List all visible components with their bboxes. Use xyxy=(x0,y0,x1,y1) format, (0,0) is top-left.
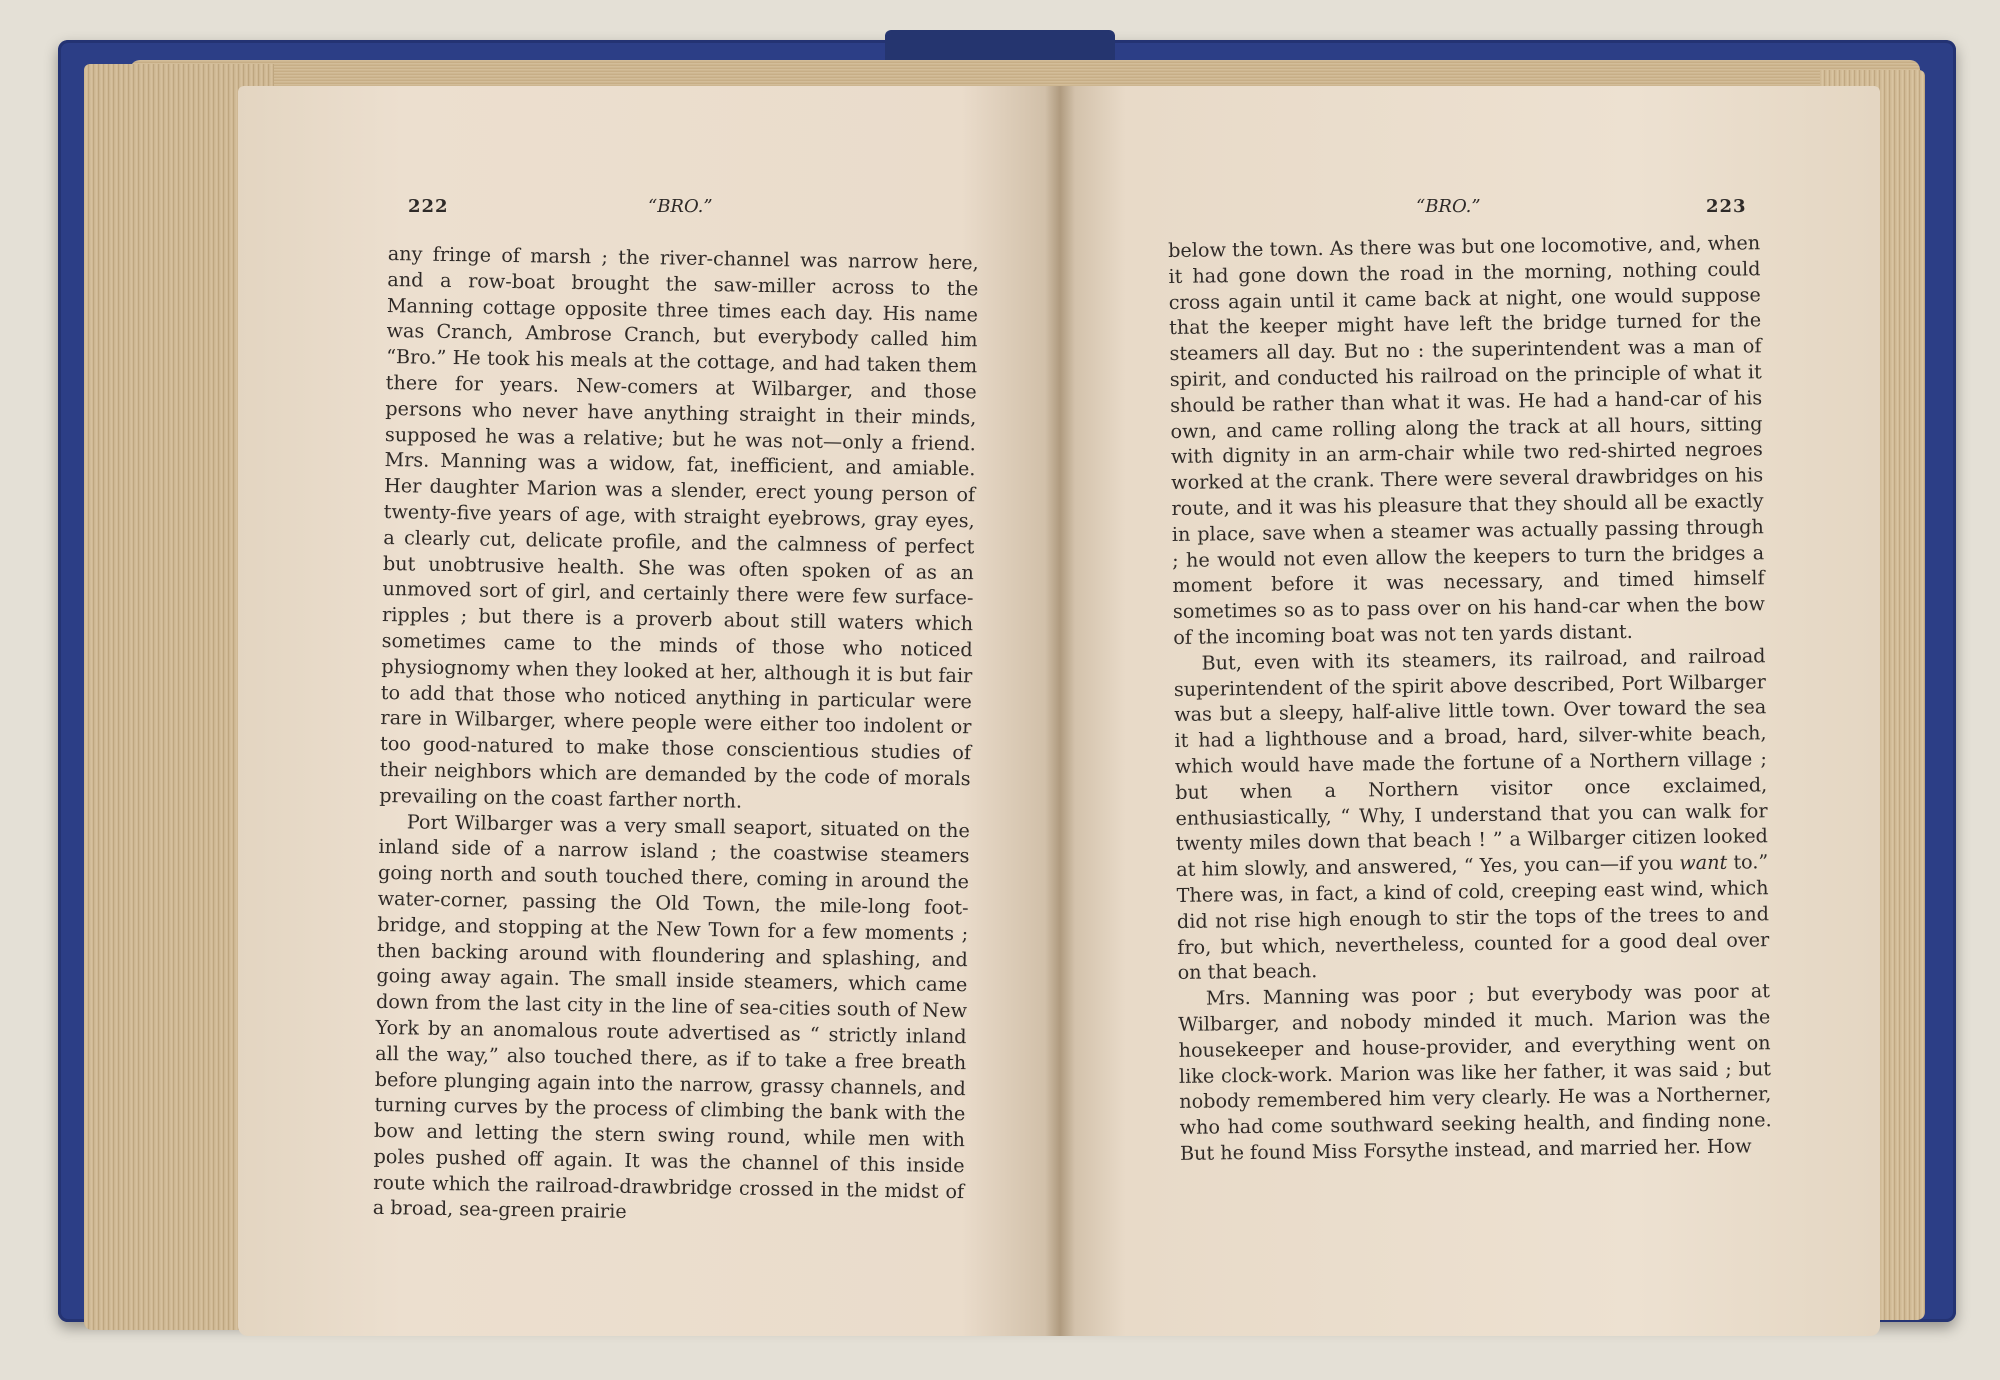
paragraph-text: But, even with its steamers, its railroad, and railroad superintendent of the spirit above described, Port Wilbarger was but a sleepy, half-alive little town. Over toward the sea it had a lighthouse and a broad, hard, silver-white beach, which would have made the fortune of a Northern village ; but when a Northern visitor once exclaimed, enthusiastically, “ Why, I understand that you can walk for twenty miles down that beach ! ” a Wilbarger citizen looked at him slowly, and answered, “ Yes, you can—if you xyxy=(1173,643,1769,882)
paragraph: Mrs. Manning was poor ; but everybody was poor at Wilbarger, and nobody minded it much. Marion was the housekeeper and house-provider, and everything went on like clock-work. Marion was like her father, it was said ; but nobody remembered him very clearly. He was a Northerner, who had come southward seeking health, and finding none. But he found Miss Forsythe instead, and married her. How xyxy=(1178,979,1772,1165)
book-gutter xyxy=(1045,86,1075,1336)
paragraph: below the town. As there was but one locomotive, and, when it had gone down the road in the morning, nothing could cross again until it came back at night, one would suppose that the keeper might have left the bridge turned for the steamers all day. But no : the superintendent was a man of spirit, and conducted his railroad on the principle of what it should be rather than what it was. He had a hand-car of his own, and came rolling along the track at all hours, sitting with dignity in an arm-chair while two red-shirted negroes worked at the crank. There were several drawbridges on his route, and it was his pleasure that they should all be exactly in place, save when a steamer was actually passing through ; he would not even allow the keepers to turn the bridges a moment before it was necessary, and timed himself sometimes so as to pass over on his hand-car when the bow of the incoming boat was not ten yards distant. xyxy=(1168,231,1765,649)
italic-word: want xyxy=(1679,850,1728,875)
right-page-body xyxy=(1168,230,1772,1166)
paragraph: any fringe of marsh ; the river-channel was narrow here, and a row-boat brought the saw-miller across to the Manning cottage opposite three times each day. His name was Cranch, Ambrose Cranch, but everybody called him “Bro.” He took his meals at the cottage, and had taken them there for years. New-comers at Wilbarger, and those persons who never have anything straight in their minds, supposed he was a relative; but he was not—only a friend. Mrs. Manning was a widow, fat, inefficient, and amiable. Her daughter Marion was a slender, erect young person of twenty-five years of age, with straight eyebrows, gray eyes, a clearly cut, delicate profile, and the calmness of perfect but unobtrusive health. She was often spoken of as an unmoved sort of girl, and certainly there were few surface-ripples ; but there is a proverb about still waters which sometimes came to the minds of those who noticed physiognomy when they looked at her, although it is but fair to add that those who noticed anything in particular were rare in Wilbarger, where people were either too indolent or too good-natured to make those conscientious studies of their neighbors which are demanded by the code of morals prevailing on the coast farther north. xyxy=(379,241,979,813)
right-page-header xyxy=(1060,196,1880,226)
left-page-header xyxy=(238,196,1060,226)
paragraph-text: to.” There was, in fact, a kind of cold, creeping east wind, which did not rise high enough to stir the tops of the trees to and fro, but which, nevertheless, counted for a good deal over on that beach. xyxy=(1176,850,1770,985)
right-page xyxy=(1060,86,1880,1336)
left-page-body xyxy=(373,241,979,1230)
paragraph xyxy=(1173,643,1769,986)
paragraph: Port Wilbarger was a very small seaport, situated on the inland side of a narrow island ; the coastwise steamers going north and south touched there, coming in around the water-corner, passing the Old Town, the mile-long foot-bridge, and stopping at the New Town for a few moments ; then backing around with floundering and splashing, and going away again. The small inside steamers, which came down from the last city in the line of sea-cities south of New York by an anomalous route advertised as “ strictly inland all the way,” also touched there, as if to take a free breath before plunging again into the narrow, grassy channels, and turning curves by the process of climbing the bank with the bow and letting the stern swing round, while men with poles pushed off again. It was the channel of this inside route which the railroad-drawbridge crossed in the midst of a broad, sea-green prairie xyxy=(372,809,970,1224)
page-number: 223 xyxy=(1706,196,1747,217)
left-page xyxy=(238,86,1060,1336)
running-title: “BRO.” xyxy=(648,196,713,217)
running-title: “BRO.” xyxy=(1416,196,1481,217)
page-number: 222 xyxy=(408,196,449,217)
